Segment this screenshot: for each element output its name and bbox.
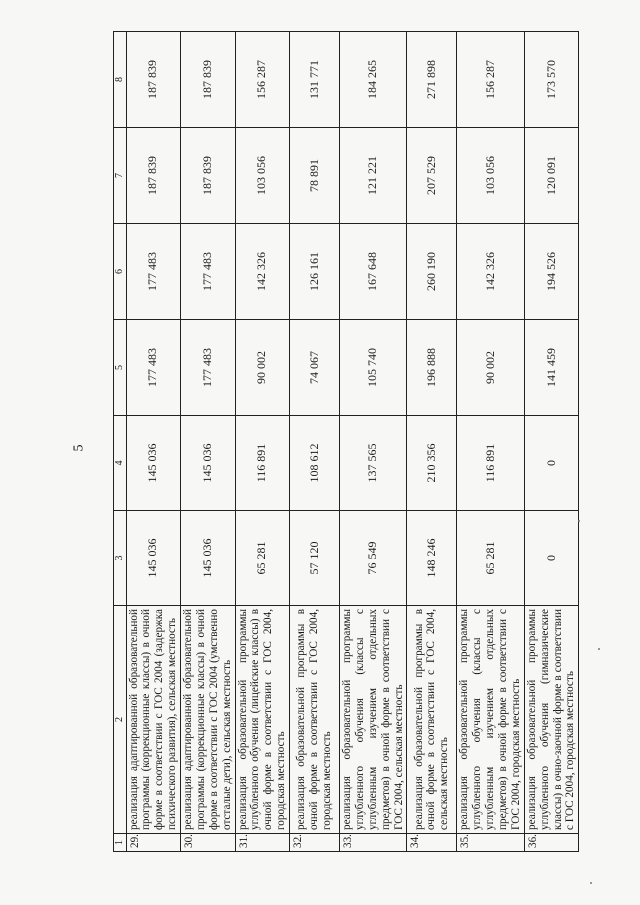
- row-description: реализация образовательной программы углубленного обучения (классы с углубленным изучением отдельных предметов) в очной форме в соответствии с ГОС 2004, городская местность: [457, 606, 524, 834]
- value-cell: 121 221: [340, 128, 407, 224]
- value-cell: 173 570: [524, 32, 579, 128]
- row-number: 29.: [126, 834, 181, 852]
- value-cell: 120 091: [524, 128, 579, 224]
- rotated-table-container: [113, 32, 577, 852]
- tariff-table: [113, 31, 579, 852]
- header-cell-6: 6: [114, 224, 127, 320]
- value-cell: 177 483: [181, 224, 236, 320]
- value-cell: 103 056: [235, 128, 290, 224]
- value-cell: 78 891: [290, 128, 340, 224]
- value-cell: 142 326: [235, 224, 290, 320]
- row-description: реализация образовательной программы углубленного обучения (лицейские классы) в очной форме в соответствии с ГОС 2004, городская местность: [235, 606, 290, 834]
- row-description: реализация образовательной программы углубленного обучения (классы с углубленным изучением отдельных предметов) в очной форме в соответствии с ГОС 2004, сельская местность: [340, 606, 407, 834]
- header-cell-8: 8: [114, 32, 127, 128]
- row-number: 31.: [235, 834, 290, 852]
- value-cell: 187 839: [181, 128, 236, 224]
- value-cell: 126 161: [290, 224, 340, 320]
- value-cell: 90 002: [235, 320, 290, 416]
- value-cell: 148 246: [407, 511, 457, 606]
- row-description: реализация адаптированной образовательной программы (коррекционные классы) в очной форме в соответствии с ГОС 2004 (умственно отсталые дети), сельская местность: [181, 606, 236, 834]
- table-row: [457, 32, 524, 852]
- value-cell: 271 898: [407, 32, 457, 128]
- table-row: [407, 32, 457, 852]
- value-cell: 177 483: [126, 320, 181, 416]
- table-frame: [113, 32, 577, 852]
- value-cell: 210 356: [407, 416, 457, 511]
- table-row: [340, 32, 407, 852]
- value-cell: 167 648: [340, 224, 407, 320]
- row-number: 35.: [457, 834, 524, 852]
- value-cell: 65 281: [457, 511, 524, 606]
- header-cell-4: 4: [114, 416, 127, 511]
- value-cell: 145 036: [126, 416, 181, 511]
- scan-speck: [578, 520, 580, 522]
- value-cell: 194 526: [524, 224, 579, 320]
- value-cell: 57 120: [290, 511, 340, 606]
- value-cell: 108 612: [290, 416, 340, 511]
- value-cell: 156 287: [235, 32, 290, 128]
- header-cell-2: 2: [114, 606, 127, 834]
- row-number: 30.: [181, 834, 236, 852]
- value-cell: 145 036: [181, 511, 236, 606]
- value-cell: 196 888: [407, 320, 457, 416]
- value-cell: 74 067: [290, 320, 340, 416]
- scan-speck: [590, 882, 592, 884]
- header-row: [114, 32, 127, 852]
- value-cell: 116 891: [457, 416, 524, 511]
- row-description: реализация образовательной программы в очной форме в соответствии с ГОС 2004, сельская местность: [407, 606, 457, 834]
- value-cell: 76 549: [340, 511, 407, 606]
- value-cell: 207 529: [407, 128, 457, 224]
- value-cell: 0: [524, 416, 579, 511]
- row-number: 32.: [290, 834, 340, 852]
- table-row: [524, 32, 579, 852]
- table-row: [290, 32, 340, 852]
- row-number: 36.: [524, 834, 579, 852]
- value-cell: 90 002: [457, 320, 524, 416]
- header-cell-7: 7: [114, 128, 127, 224]
- table-row: [126, 32, 181, 852]
- value-cell: 187 839: [126, 128, 181, 224]
- value-cell: 103 056: [457, 128, 524, 224]
- value-cell: 0: [524, 511, 579, 606]
- value-cell: 142 326: [457, 224, 524, 320]
- value-cell: 184 265: [340, 32, 407, 128]
- header-cell-1: 1: [114, 834, 127, 852]
- value-cell: 65 281: [235, 511, 290, 606]
- row-description: реализация образовательной программы в очной форме в соответствии с ГОС 2004, городская местность: [290, 606, 340, 834]
- table-row: [235, 32, 290, 852]
- value-cell: 177 483: [126, 224, 181, 320]
- header-cell-5: 5: [114, 320, 127, 416]
- value-cell: 145 036: [126, 511, 181, 606]
- value-cell: 156 287: [457, 32, 524, 128]
- page-number: 5: [71, 444, 87, 452]
- value-cell: 187 839: [181, 32, 236, 128]
- table-row: [181, 32, 236, 852]
- row-number: 33.: [340, 834, 407, 852]
- value-cell: 131 771: [290, 32, 340, 128]
- row-number: 34.: [407, 834, 457, 852]
- value-cell: 145 036: [181, 416, 236, 511]
- value-cell: 105 740: [340, 320, 407, 416]
- value-cell: 137 565: [340, 416, 407, 511]
- scan-speck: [598, 648, 600, 650]
- value-cell: 177 483: [181, 320, 236, 416]
- row-description: реализация адаптированной образовательной программы (коррекционные классы) в очной форме в соответствии с ГОС 2004 (задержка психического развития), сельская местность: [126, 606, 181, 834]
- value-cell: 187 839: [126, 32, 181, 128]
- value-cell: 141 459: [524, 320, 579, 416]
- value-cell: 116 891: [235, 416, 290, 511]
- value-cell: 260 190: [407, 224, 457, 320]
- row-description: реализация образовательной программы углубленного обучения (гимназические классы) в очно-заочной форме в соответствии с ГОС 2004, городская местность: [524, 606, 579, 834]
- header-cell-3: 3: [114, 511, 127, 606]
